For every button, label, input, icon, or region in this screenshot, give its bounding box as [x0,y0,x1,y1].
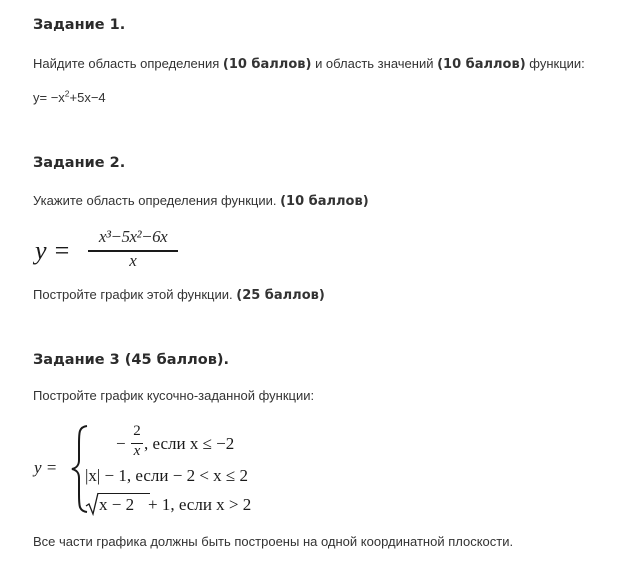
task1-text-e: функции: [529,56,585,71]
case2-expression: |x| − 1, если − 2 < x ≤ 2 [85,466,248,485]
case3-condition: + 1, если x > 2 [148,495,252,514]
task1-instruction [33,56,585,72]
task2-numerator: x³−5x²−6x [98,227,168,246]
task1-points-domain: (10 баллов) [222,57,312,72]
task1-formula-exp: 2 [64,88,70,99]
task1-formula-post: +5x−4 [69,90,106,105]
case1-condition: , если x ≤ −2 [144,434,235,453]
task1-points-range: (10 баллов) [437,57,526,72]
case1-numerator: 2 [133,423,141,439]
task1-heading: Задание 1. [33,17,126,33]
sqrt-icon [85,492,99,516]
task1-formula [33,90,106,105]
case3-radicand: x − 2 [99,495,135,514]
task2-instruction [33,193,369,209]
task2-denominator: x [129,251,137,270]
task3-footer: Все части графика должны быть построены на одной координатной плоскости. [33,534,514,549]
task2-text-plot: Постройте график этой функции. [33,287,233,302]
task2-heading: Задание 2. [33,155,126,171]
sqrt-overline [98,493,150,494]
task2-points-domain: (10 баллов) [280,194,369,209]
task1-text-c: и область значений [315,56,434,71]
task3-instruction: Постройте график кусочно-заданной функции: [33,388,315,403]
task1-text-a: Найдите область определения [33,56,220,71]
task2-formula-lhs: y = [35,236,71,265]
task2-points-plot: (25 баллов) [236,288,325,303]
task3-lhs: y = [34,458,58,477]
task2-plot-instruction [33,287,325,303]
task3-heading: Задание 3 (45 баллов). [33,352,230,368]
case1-minus: − [116,434,126,453]
case1-denominator: x [133,443,141,459]
task2-text-a: Укажите область определения функции. [33,193,277,208]
task1-formula-pre: y= −x [33,90,65,105]
